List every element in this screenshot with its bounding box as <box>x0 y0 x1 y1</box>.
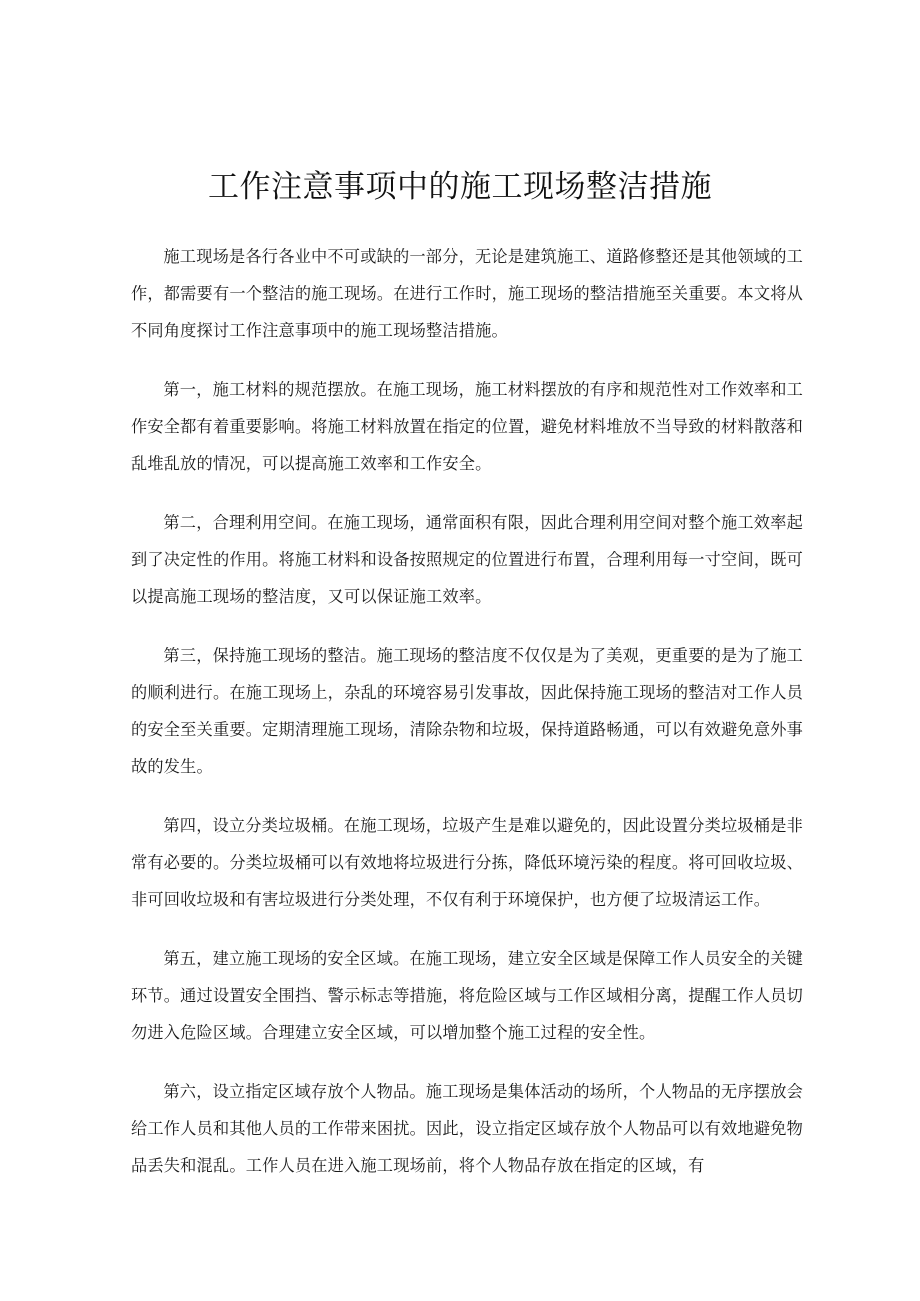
paragraph-5: 第五，建立施工现场的安全区域。在施工现场，建立安全区域是保障工作人员安全的关键环节。通过设置安全围挡、警示标志等措施，将危险区域与工作区域相分离，提醒工作人员切勿进入危险区域。合理建立安全区域，可以增加整个施工过程的安全性。 <box>131 949 803 1042</box>
paragraph-intro: 施工现场是各行各业中不可或缺的一部分，无论是建筑施工、道路修整还是其他领域的工作，都需要有一个整洁的施工现场。在进行工作时，施工现场的整洁措施至关重要。本文将从不同角度探讨工作注意事项中的施工现场整洁措施。 <box>131 247 803 340</box>
paragraph-1: 第一，施工材料的规范摆放。在施工现场，施工材料摆放的有序和规范性对工作效率和工作安全都有着重要影响。将施工材料放置在指定的位置，避免材料堆放不当导致的材料散落和乱堆乱放的情况，可以提高施工效率和工作安全。 <box>131 380 803 473</box>
paragraph-6: 第六，设立指定区域存放个人物品。施工现场是集体活动的场所，个人物品的无序摆放会给工作人员和其他人员的工作带来困扰。因此，设立指定区域存放个人物品可以有效地避免物品丢失和混乱。工作人员在进入施工现场前，将个人物品存放在指定的区域，有 <box>131 1082 803 1175</box>
paragraph-4: 第四，设立分类垃圾桶。在施工现场，垃圾产生是难以避免的，因此设置分类垃圾桶是非常有必要的。分类垃圾桶可以有效地将垃圾进行分拣，降低环境污染的程度。将可回收垃圾、非可回收垃圾和有害垃圾进行分类处理，不仅有利于环境保护，也方便了垃圾清运工作。 <box>131 816 803 909</box>
document-title: 工作注意事项中的施工现场整洁措施 <box>208 169 712 205</box>
paragraph-2: 第二，合理利用空间。在施工现场，通常面积有限，因此合理利用空间对整个施工效率起到了决定性的作用。将施工材料和设备按照规定的位置进行布置，合理利用每一寸空间，既可以提高施工现场的整洁度，又可以保证施工效率。 <box>131 513 803 606</box>
paragraph-3: 第三，保持施工现场的整洁。施工现场的整洁度不仅仅是为了美观，更重要的是为了施工的顺利进行。在施工现场上，杂乱的环境容易引发事故，因此保持施工现场的整洁对工作人员的安全至关重要。定期清理施工现场，清除杂物和垃圾，保持道路畅通，可以有效避免意外事故的发生。 <box>131 646 803 776</box>
document-body <box>131 238 803 1206</box>
